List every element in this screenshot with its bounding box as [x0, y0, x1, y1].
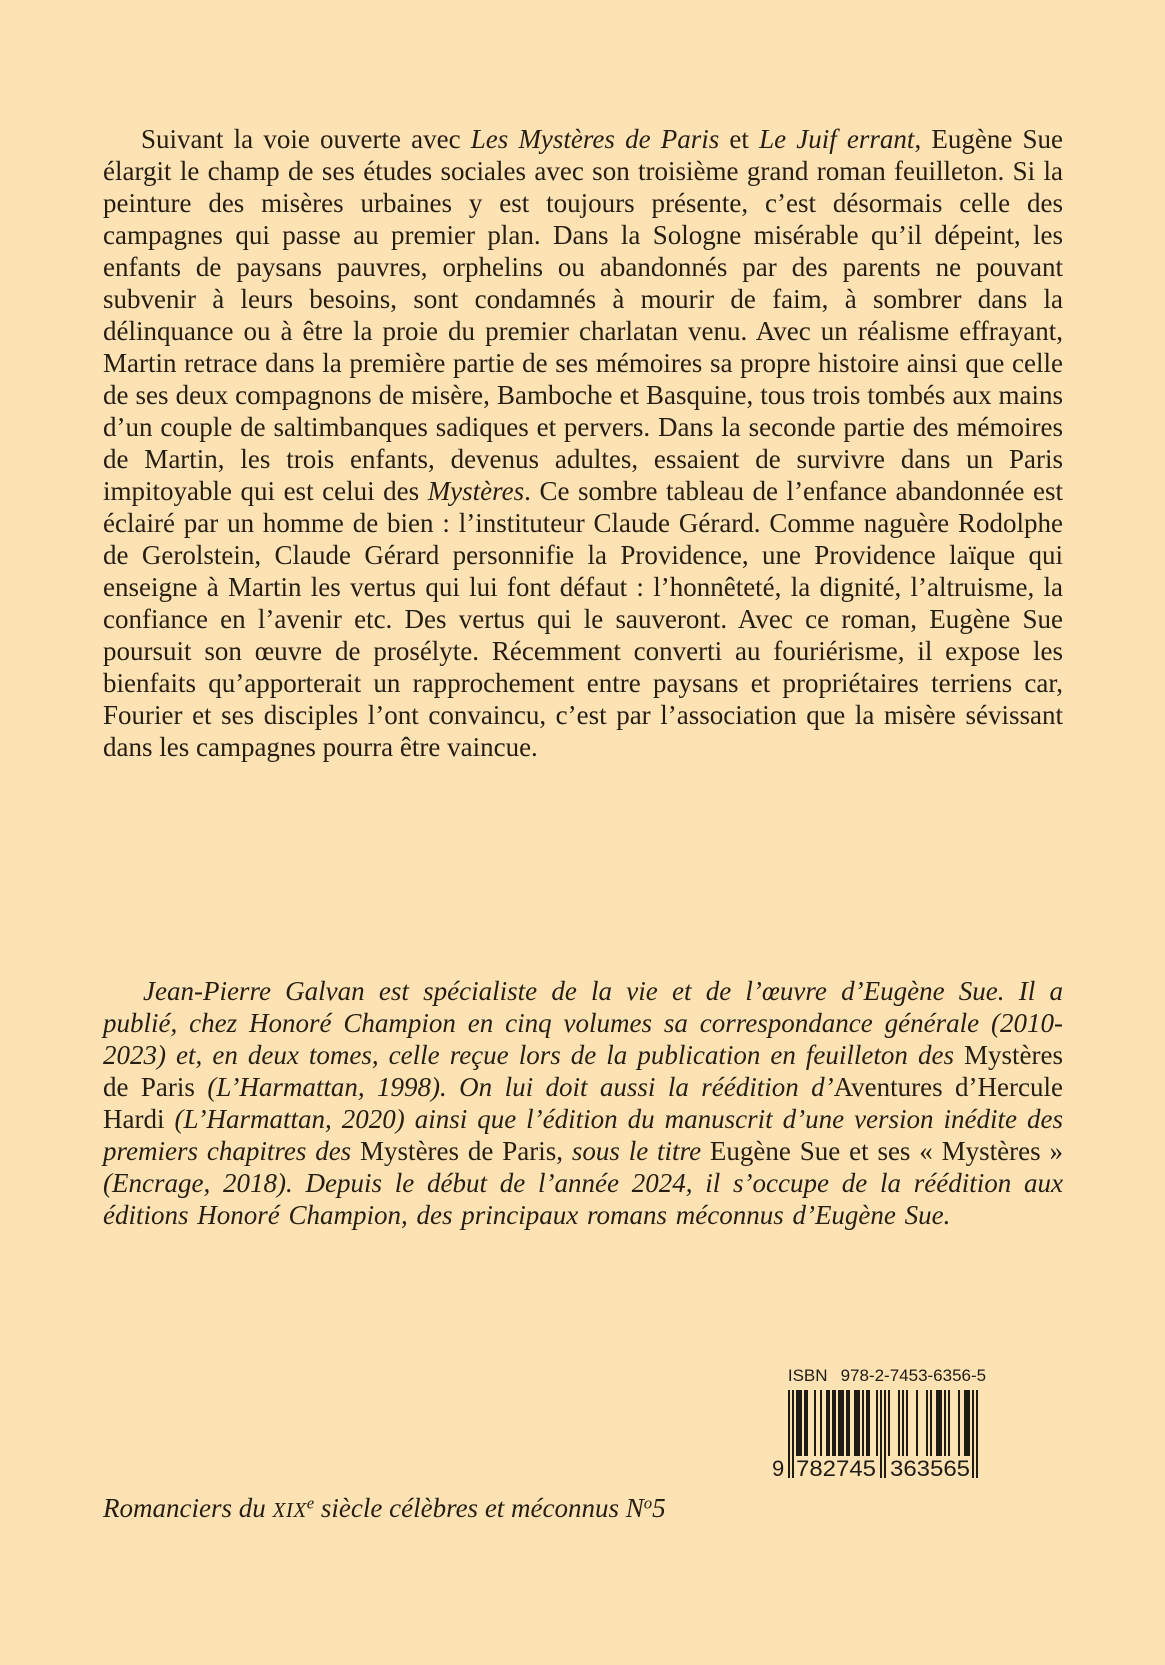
- isbn-line: [772, 1366, 986, 1386]
- series-title: Romanciers du XIXe siècle célèbres et méconnus $N^o5$: [103, 1493, 666, 1523]
- isbn-block: [772, 1366, 986, 1490]
- isbn-number: 978-2-7453-6356-5: [840, 1366, 987, 1385]
- svg-text:9: 9: [772, 1456, 785, 1481]
- ean13-barcode: [772, 1390, 978, 1490]
- isbn-label: ISBN: [787, 1366, 828, 1385]
- svg-text:363565: 363565: [890, 1456, 970, 1481]
- author-bio-paragraph: Jean-Pierre Galvan est spécialiste de la vie et de l’œuvre d’Eugène Sue. Il a publié, chez Honoré Champion en cinq volumes sa correspondance générale (2010-2023) et, en deux tomes, celle reçue lors de la publication en feuilleton des Mystères de Paris (L’Harmattan, 1998). On lui doit aussi la réédition d’Aventures d’Hercule Hardi (L’Harmattan, 2020) ainsi que l’édition du manuscrit d’une version inédite des premiers chapitres des Mystères de Paris, sous le titre Eugène Sue et ses « Mystères » (Encrage, 2018). Depuis le début de l’année 2024, il s’occupe de la réédition aux éditions Honoré Champion, des principaux romans méconnus d’Eugène Sue.: [103, 976, 1063, 1230]
- synopsis-paragraph: Suivant la voie ouverte avec Les Mystères de Paris et Le Juif errant, Eugène Sue élargit le champ de ses études sociales avec son troisième grand roman feuilleton. Si la peinture des misères urbaines y est toujours présente, c’est désormais celle des campagnes qui passe au premier plan. Dans la Sologne misérable qu’il dépeint, les enfants de paysans pauvres, orphelins ou abandonnés par des parents ne pouvant subvenir à leurs besoins, sont condamnés à mourir de faim, à sombrer dans la délinquance ou à être la proie du premier charlatan venu. Avec un réalisme effrayant, Martin retrace dans la première partie de ses mémoires sa propre histoire ainsi que celle de ses deux compagnons de misère, Bamboche et Basquine, tous trois tombés aux mains d’un couple de saltimbanques sadiques et pervers. Dans la seconde partie des mémoires de Martin, les trois enfants, devenus adultes, essaient de survivre dans un Paris impitoyable qui est celui des Mystères. Ce sombre tableau de l’enfance abandonnée est éclairé par un homme de bien : l’instituteur Claude Gérard. Comme naguère Rodolphe de Gerolstein, Claude Gérard personnifie la Providence, une Providence laïque qui enseigne à Martin les vertus qui lui font défaut : l’honnêteté, la dignité, l’altruisme, la confiance en l’avenir etc. Des vertus qui le sauveront. Avec ce roman, Eugène Sue poursuit son œuvre de prosélyte. Récemment converti au fouriérisme, il expose les bienfaits qu’apporterait un rapprochement entre paysans et propriétaires terriens car, Fourier et ses disciples l’ont convaincu, c’est par l’association que la misère sévissant dans les campagnes pourra être vaincue.: [103, 124, 1064, 762]
- svg-text:782745: 782745: [796, 1456, 876, 1481]
